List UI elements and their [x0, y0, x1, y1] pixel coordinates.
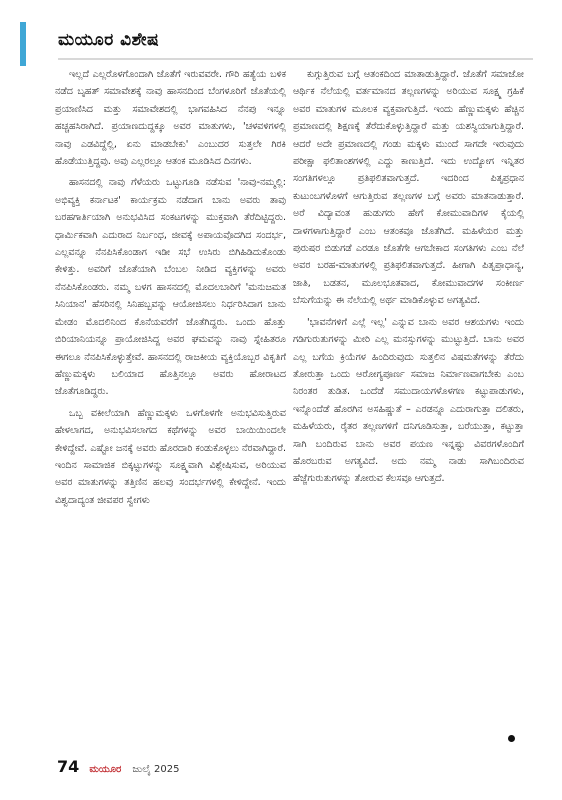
issue-date: ಜುಲೈ 2025 — [132, 764, 180, 775]
page-footer — [57, 757, 179, 776]
header-divider — [58, 58, 533, 60]
paragraph: ಒಬ್ಬ ವಕೀಲೆಯಾಗಿ ಹೆಣ್ಣುಮಕ್ಕಳು ಒಳಗೊಳಗೇ ಅನುಭವಿಸುತ್ತಿರುವ ಹೇಳಲಾಗದ, ಅನುಭವಿಸಲಾಗದ ಕಥೆಗಳನ್ನು ಅವರ ಬಾಯಿಯಿಂದಲೇ ಕೇಳಿದ್ದೇವೆ. ಎಷ್ಟೋ ಜನಕ್ಕೆ ಅವರು ಹೊರದಾರಿ ಕಂಡುಕೊಳ್ಳಲು ನೆರವಾಗಿದ್ದಾರೆ. ಇಂದಿನ ಸಾಮಾಜಿಕ ಬಿಕ್ಕಟ್ಟುಗಳನ್ನು ಸೂಕ್ಷ್ಮವಾಗಿ ವಿಶ್ಲೇಷಿಸುವ, ಅರಿಯುವ ಅವರ ಮಾತುಗಳನ್ನು ತತ್ತಿಣಿನ ಹಲವು ಸಂದರ್ಭಗಳಲ್ಲಿ ಕೇಳಿದ್ದೇನೆ. ಇಂದು ವಿಶ್ವದಾದ್ಯಂತ ಜೀವಪರ ಸ್ವೇಗಳು — [55, 407, 286, 506]
page-number: 74 — [57, 757, 80, 776]
paragraph: ಹಾಸನದಲ್ಲಿ ನಾವು ಗೆಳೆಯರು ಒಟ್ಟುಗೂಡಿ ನಡೆಸುವ 'ನಾವು-ನಮ್ಮಲ್ಲಿ: ಅಭಿವ್ಯಕ್ತಿ ಕರ್ನಾಟಕ' ಕಾರ್ಯಕ್ರಮ ನಡೆದಾಗ ಬಾನು ಅವರು ತಾವು ಬರಹಗಾರ್ತಿಯಾಗಿ ಅನುಭವಿಸಿದ ಸಂಕಟಗಳನ್ನು ಮುಕ್ತವಾಗಿ ತೆರೆದಿಟ್ಟಿದ್ದರು. ಧಾರ್ಮಿಕವಾಗಿ ಎದುರಾದ ನಿರ್ಬಂಧ, ಜೀವಕ್ಕೆ ಅಪಾಯವೊದಗಿದ ಸಂದರ್ಭ, ಎಲ್ಲವನ್ನೂ ನೆನಪಿಸಿಕೊಂಡಾಗ ಇಡೀ ಸಭೆ ಉಸಿರು ಬಿಗಿಹಿಡಿದುಕೊಂಡು ಕೇಳಿತ್ತು. ಅವರಿಗೆ ಜೊತೆಯಾಗಿ ಬೆಂಬಲ ನೀಡಿದ ವ್ಯಕ್ತಿಗಳನ್ನು ಅವರು ನೆನಪಿಸಿಕೊಂಡರು. ನಮ್ಮ ಬಳಗ ಹಾಸನದಲ್ಲಿ ಮೊದಲಬಾರಿಗೆ 'ಮನುಜಮತ ಸಿನಿಯಾನ' ಹೆಸರಿನಲ್ಲಿ ಸಿನಿಹಬ್ಬವನ್ನು ಆಯೋಜಿಸಲು ನಿರ್ಧರಿಸಿದಾಗ ಬಾನು ಮೇಡಂ ಮೊದಲಿನಿಂದ ಕೊನೆಯವರೆಗೆ ಜೊತೆಗಿದ್ದರು. ಒಂದು ಹೊತ್ತು ಬಿರಿಯಾನಿಯನ್ನೂ ಪ್ರಾಯೋಜಿಸಿದ್ದ ಅವರ ಘಮವನ್ನು ನಾವು ಸ್ನೇಹಿತರೂ ಈಗಲೂ ನೆನಪಿಸಿಕೊಳ್ಳುತ್ತೇವೆ. ಹಾಸನದಲ್ಲಿ ರಾಜಕೀಯ ವ್ಯಕ್ತಿಯೊಬ್ಬರ ವಿಕೃತಿಗೆ ಹೆಣ್ಣುಮಕ್ಕಳು ಬಲಿಯಾದ ಹೊತ್ತಿನಲ್ಲೂ ಅವರು ಹೋರಾಟದ ಜೊತೆಗೂಡಿದ್ದರು. — [55, 177, 286, 398]
paragraph: ಕುಗ್ಗುತ್ತಿರುವ ಬಗ್ಗೆ ಆತಂಕದಿಂದ ಮಾತಾಡುತ್ತಿದ್ದಾರೆ. ಜೊತೆಗೆ ಸಮಾಜೋ ಆರ್ಥಿಕ ನೆಲೆಯಲ್ಲಿ ವರ್ತಮಾನದ ತಲ್ಲಣಗಳನ್ನು ಅರಿಯುವ ಸೂಕ್ಷ್ಮ ಗ್ರಹಿಕೆ ಅವರ ಮಾತುಗಳ ಮೂಲಕ ವ್ಯಕ್ತವಾಗುತ್ತಿದೆ. ಇಂದು ಹೆಣ್ಣುಮಕ್ಕಳು ಹೆಚ್ಚಿನ ಪ್ರಮಾಣದಲ್ಲಿ ಶಿಕ್ಷಣಕ್ಕೆ ತೆರೆದುಕೊಳ್ಳುತ್ತಿದ್ದಾರೆ ಮತ್ತು ಯಶಸ್ವಿಯಾಗುತ್ತಿದ್ದಾರೆ. ಆದರೆ ಅದೇ ಪ್ರಮಾಣದಲ್ಲಿ ಗಂಡು ಮಕ್ಕಳು ಮುಂದೆ ಸಾಗದೇ ಇರುವುದು ಪರೀಕ್ಷಾ ಫಲಿತಾಂಶಗಳಲ್ಲಿ ಎದ್ದು ಕಾಣುತ್ತಿದೆ. ಇದು ಉದ್ಯೋಗ ಇನ್ನಿತರ ಸಂಗತಿಗಳಲ್ಲೂ ಪ್ರತಿಫಲಿತವಾಗುತ್ತದೆ. ಇದರಿಂದ ಪಿತೃಪ್ರಧಾನ ಕುಟುಂಬಗಳೊಳಗೆ ಆಗುತ್ತಿರುವ ತಲ್ಲಣಗಳ ಬಗ್ಗೆ ಅವರು ಮಾತನಾಡುತ್ತಾರೆ. ಅರೆ ವಿದ್ಯಾವಂತ ಹುಡುಗರು ಹೇಗೆ ಕೋಮುವಾದಿಗಳ ಕೈಯಲ್ಲಿ ದಾಳಗಳಾಗುತ್ತಿದ್ದಾರೆ ಎಂಬ ಆತಂಕವೂ ಜೊತೆಗಿದೆ. ಮಹಿಳೆಯರ ಮತ್ತು ಪುರುಷರ ಬಿಡುಗಡೆ ಎರಡೂ ಜೊತೆಗೇ ಆಗಬೇಕಾದ ಸಂಗತಿಗಳು ಎಂಬ ನೆಲೆ ಅವರ ಬರಹ-ಮಾತುಗಳಲ್ಲಿ ಪ್ರತಿಫಲಿತವಾಗುತ್ತದೆ. ಹೀಗಾಗಿ ಪಿತೃಪ್ರಾಧಾನ್ಯ, ಜಾತಿ, ಬಡತನ, ಮೂಲಭೂತವಾದ, ಕೋಮುವಾದಗಳ ಸಂಕೀರ್ಣ ಬೆಸುಗೆಯನ್ನು ಈ ನೆಲೆಯಲ್ಲಿ ಅರ್ಥ ಮಾಡಿಕೊಳ್ಳುವ ಅಗತ್ಯವಿದೆ. — [293, 69, 524, 307]
magazine-logo: ಮಯೂರ — [89, 764, 122, 775]
article-column-left — [55, 66, 286, 736]
article-end-marker — [508, 735, 515, 742]
section-accent-bar — [20, 22, 26, 66]
section-title: ಮಯೂರ ವಿಶೇಷ — [58, 30, 160, 50]
paragraph: ಇಲ್ಲದೆ ಎಲ್ಲರೊಳಗೊಂದಾಗಿ ಜೊತೆಗೆ ಇರುವವರೇ. ಗೌರಿ ಹತ್ಯೆಯ ಬಳಿಕ ನಡೆದ ಬೃಹತ್ ಸಮಾವೇಶಕ್ಕೆ ನಾವು ಹಾಸನದಿಂದ ಬೆಂಗಳೂರಿಗೆ ಜೊತೆಯಲ್ಲಿ ಪ್ರಯಾಣಿಸಿದ ಮತ್ತು ಸಮಾವೇಶದಲ್ಲಿ ಭಾಗವಹಿಸಿದ ನೆನಪು ಇನ್ನೂ ಹಚ್ಚಹಸಿರಾಗಿದೆ. ಪ್ರಯಾಣದುದ್ದಕ್ಕೂ ಅವರ ಮಾತುಗಳು, 'ಚಳವಳಿಗಳಲ್ಲಿ ನಾವು ಎಡವಿದ್ದೆಲ್ಲಿ, ಏನು ಮಾಡಬೇಕು' ಎಂಬುದರ ಸುತ್ತಲೇ ಗಿರಕಿ ಹೊಡೆಯುತ್ತಿದ್ದವು. ಅವು ಎಲ್ಲರಲ್ಲೂ ಆತಂಕ ಮೂಡಿಸಿದ ದಿನಗಳು. — [55, 69, 286, 168]
paragraph: 'ಭಾವನೆಗಳಿಗೆ ಎಲ್ಲೆ ಇಲ್ಲ' ಎನ್ನುವ ಬಾನು ಅವರ ಆಶಯಗಳು ಇಂದು ಗಡಿಗುರುತುಗಳನ್ನು ಮೀರಿ ಎಲ್ಲ ಮನಸ್ಸುಗಳನ್ನು ಮುಟ್ಟುತ್ತಿದೆ. ಬಾನು ಅವರ ಎಲ್ಲ ಬಗೆಯ ಕ್ರಿಯೆಗಳ ಹಿಂದಿರುವುದು ಸುತ್ತಲಿನ ವಿಷಮತೆಗಳನ್ನು ತೆರೆದು ತೋರುತ್ತಾ ಒಂದು ಆರೋಗ್ಯಪೂರ್ಣ ಸಮಾಜ ನಿರ್ಮಾಣವಾಗಬೇಕು ಎಂಬ ನಿರಂತರ ತುಡಿತ. ಒಂದೆಡೆ ಸಮುದಾಯಗಳೊಳಗಣ ಕಟ್ಟುಪಾಡುಗಳು, ಇನ್ನೊಂದೆಡೆ ಹೊರಗಿನ ಅಸಹಿಷ್ಣುತೆ – ಎರಡನ್ನೂ ಎದುರಾಗುತ್ತಾ ದಲಿತರು, ಮಹಿಳೆಯರು, ರೈತರ ತಲ್ಲಣಗಳಿಗೆ ದನಿಗೂಡಿಸುತ್ತಾ, ಬರೆಯುತ್ತಾ, ಕಟ್ಟುತ್ತಾ ಸಾಗಿ ಬಂದಿರುವ ಬಾನು ಅವರ ಪಯಣ ಇನ್ನಷ್ಟು ವಿವರಗಳೊಂದಿಗೆ ಹೊರಬರುವ ಅಗತ್ಯವಿದೆ. ಅದು ನಮ್ಮ ನಾಡು ಸಾಗಿಬಂದಿರುವ ಹೆಜ್ಜೆಗುರುತುಗಳನ್ನು ತೋರುವ ಕೆಲಸವೂ ಆಗುತ್ತದೆ. — [293, 316, 524, 485]
article-column-right — [293, 66, 524, 736]
